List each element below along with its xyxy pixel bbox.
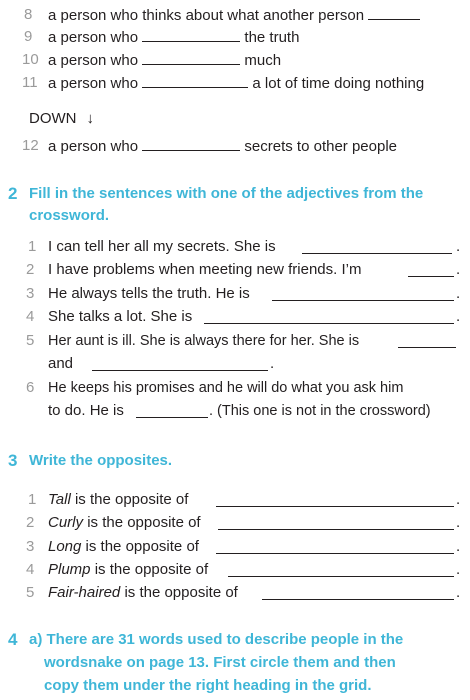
item-number: 4 (26, 308, 35, 325)
sentence-end: . (456, 514, 461, 531)
answer-blank[interactable] (408, 261, 454, 277)
clue-11 (0, 72, 470, 94)
sentence-text: He always tells the truth. He is (48, 285, 250, 302)
item-number: 1 (28, 238, 37, 255)
section-3-heading (0, 450, 470, 474)
answer-blank[interactable] (272, 285, 454, 301)
clue-10 (0, 49, 470, 71)
opposite-4 (0, 559, 470, 581)
down-heading (0, 108, 470, 130)
sentence-6 (0, 377, 470, 399)
clue-text: a person who thinks about what another person (48, 4, 420, 27)
sentence-end: . (456, 238, 461, 255)
answer-blank[interactable] (142, 135, 240, 151)
answer-blank[interactable] (228, 561, 454, 577)
item-number: 2 (26, 514, 35, 531)
item-number: 12 (22, 137, 39, 154)
opposite-text: Long is the opposite of (48, 538, 199, 555)
answer-blank[interactable] (302, 238, 452, 254)
answer-blank[interactable] (216, 538, 454, 554)
section-4-instruction-line3: copy them under the right heading in the grid. (44, 677, 372, 694)
opposite-text: Curly is the opposite of (48, 514, 201, 531)
item-number: 1 (28, 491, 37, 508)
sentence-6-continued (0, 400, 470, 422)
clue-text: a person who much (48, 49, 281, 72)
section-3-title: Write the opposites. (29, 452, 173, 469)
sentence-1 (0, 236, 470, 258)
opposite-text: Plump is the opposite of (48, 561, 209, 578)
clue-12 (0, 135, 470, 157)
answer-blank[interactable] (262, 584, 454, 600)
opposite-5 (0, 582, 470, 604)
item-number: 8 (24, 6, 33, 23)
clue-text: a person who a lot of time doing nothing (48, 72, 424, 95)
opposite-text: Fair-haired is the opposite of (48, 584, 238, 601)
sentence-5-continued (0, 353, 470, 375)
item-number: 10 (22, 51, 39, 68)
item-number: 9 (24, 28, 33, 45)
item-number: 2 (26, 261, 35, 278)
item-number: 11 (22, 74, 38, 91)
item-number: 4 (26, 561, 35, 578)
answer-blank[interactable] (136, 402, 208, 418)
down-label: DOWN ↓ (29, 108, 94, 130)
sentence-end: . (456, 261, 461, 278)
section-2-heading (0, 183, 470, 229)
opposite-3 (0, 536, 470, 558)
sentence-text: She talks a lot. She is (48, 308, 193, 325)
answer-blank[interactable] (216, 491, 454, 507)
answer-blank[interactable] (142, 72, 248, 88)
item-number: 3 (26, 538, 35, 555)
sentence-end: . (270, 355, 275, 372)
section-4-heading (0, 629, 470, 697)
arrow-down-icon: ↓ (86, 110, 94, 127)
section-4-instruction-line1: a) There are 31 words used to describe people in the (29, 631, 404, 648)
item-number: 5 (26, 332, 35, 349)
sentence-text: He keeps his promises and he will do what you ask him (48, 380, 404, 396)
answer-blank[interactable] (142, 49, 240, 65)
sentence-end: . (456, 538, 461, 555)
section-number: 2 (8, 184, 18, 203)
sentence-text: I can tell her all my secrets. She is (48, 238, 276, 255)
answer-blank[interactable] (142, 26, 240, 42)
section-2-instruction-line1: Fill in the sentences with one of the adjectives from the (29, 185, 424, 202)
sentence-text: Her aunt is ill. She is always there for her. She is (48, 333, 360, 349)
sentence-end: . (456, 308, 461, 325)
item-number: 5 (26, 584, 35, 601)
answer-blank[interactable] (204, 308, 454, 324)
sentence-text: and (48, 355, 74, 372)
opposite-text: Tall is the opposite of (48, 491, 189, 508)
sentence-2 (0, 259, 470, 281)
sentence-end: . (456, 285, 461, 302)
section-number: 3 (8, 451, 18, 470)
clue-8 (0, 4, 470, 26)
sentence-end: . (456, 491, 461, 508)
sentence-text: I have problems when meeting new friends. I’m (48, 261, 362, 278)
section-2-instruction-line2: crossword. (29, 207, 110, 224)
sentence-end: . (This one is not in the crossword) (209, 403, 431, 419)
clue-text: a person who the truth (48, 26, 299, 49)
section-number: 4 (8, 630, 18, 649)
sentence-end: . (456, 584, 461, 601)
sentence-3 (0, 283, 470, 305)
answer-blank[interactable] (218, 514, 454, 530)
clue-text: a person who secrets to other people (48, 135, 397, 158)
sentence-4 (0, 306, 470, 328)
item-number: 6 (26, 379, 35, 396)
answer-blank[interactable] (398, 332, 456, 348)
sentence-text: to do. He is (48, 402, 124, 419)
opposite-1 (0, 489, 470, 511)
sentence-end: . (456, 561, 461, 578)
clue-9 (0, 26, 470, 48)
item-number: 3 (26, 285, 35, 302)
sentence-5 (0, 330, 470, 352)
section-4-instruction-line2: wordsnake on page 13. First circle them and then (44, 654, 396, 671)
answer-blank[interactable] (92, 355, 268, 371)
answer-blank[interactable] (368, 4, 420, 20)
opposite-2 (0, 512, 470, 534)
